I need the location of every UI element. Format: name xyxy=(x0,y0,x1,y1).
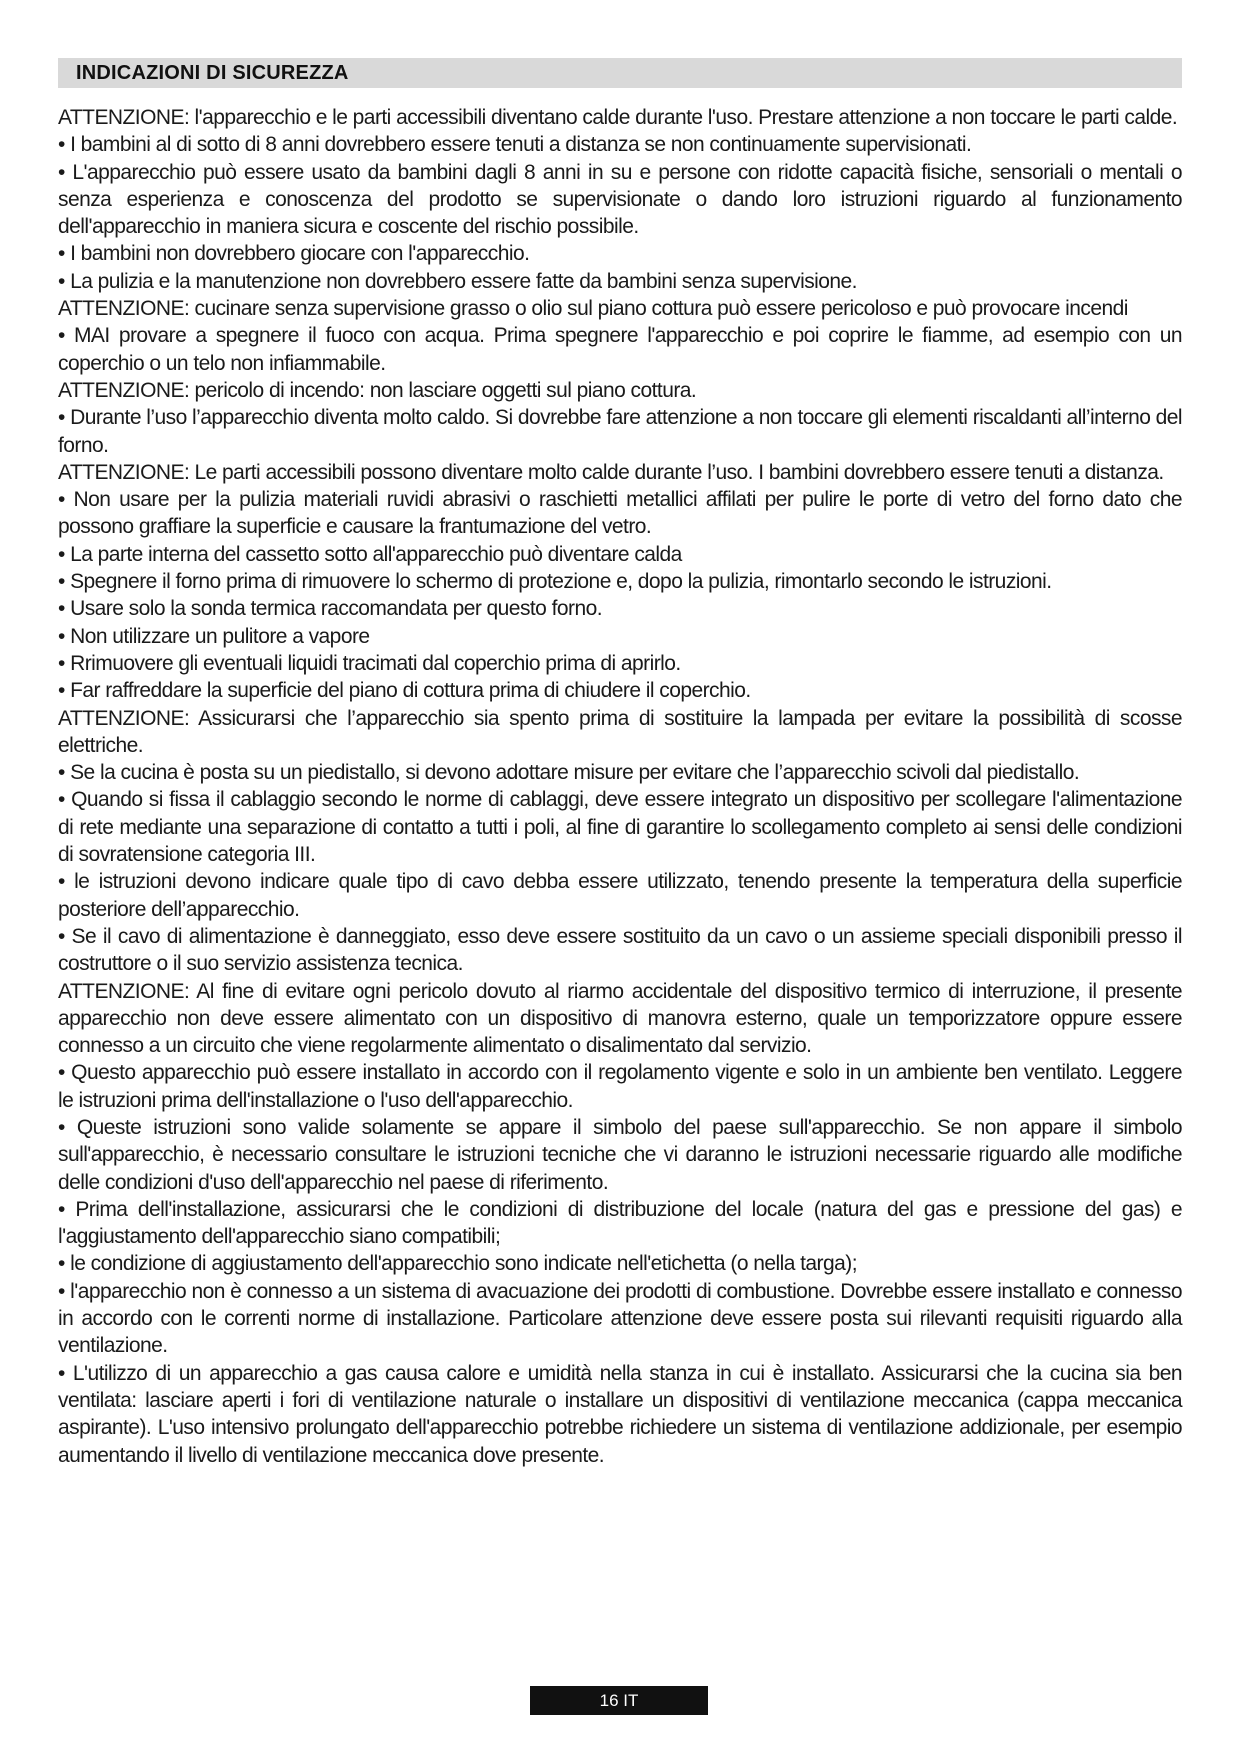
paragraph: • Prima dell'installazione, assicurarsi che le condizioni di distribuzione del locale (natura del gas e pressione del gas) e l'aggiustamento dell'apparecchio siano compatibili; xyxy=(58,1197,1182,1249)
paragraph: • Usare solo la sonda termica raccomandata per questo forno. xyxy=(58,597,602,621)
paragraph: • L'apparecchio può essere usato da bambini dagli 8 anni in su e persone con ridotte capacità fisiche, sensoriali o mentali o senza esperienza e conoscenza del prodotto se supervisionate o dando loro istruzioni riguardo al funzionamento dell'apparecchio in maniera sicura e coscente del rischio possibile. xyxy=(58,160,1182,239)
paragraph: • Se il cavo di alimentazione è danneggiato, esso deve essere sostituito da un cavo o un assieme speciali disponibili presso il costruttore o il suo servizio assistenza tecnica. xyxy=(58,924,1182,976)
paragraph: ATTENZIONE: pericolo di incendo: non lasciare oggetti sul piano cottura. xyxy=(58,378,697,402)
paragraph: • Non usare per la pulizia materiali ruvidi abrasivi o raschietti metallici affilati per pulire le porte di vetro del forno dato che possono graffiare la superficie e causare la frantumazione del vetro. xyxy=(58,488,1182,539)
safety-instructions-body xyxy=(58,104,1182,1469)
page-number: 16 IT xyxy=(530,1686,708,1715)
paragraph: • Non utilizzare un pulitore a vapore xyxy=(58,624,370,648)
paragraph: • I bambini al di sotto di 8 anni dovrebbero essere tenuti a distanza se non continuamente supervisionati. xyxy=(58,133,972,157)
paragraph: • La parte interna del cassetto sotto all'apparecchio può diventare calda xyxy=(58,542,682,566)
paragraph: • L'utilizzo di un apparecchio a gas causa calore e umidità nella stanza in cui è installato. Assicurarsi che la cucina sia ben ventilata: lasciare aperti i fori di ventilazione naturale o installare un dispositivi di ventilazione meccanica (cappa meccanica aspirante). L'uso intensivo prolungato dell'apparecchio potrebbe richiedere un sistema di ventilazione addizionale, per esempio aumentando il livello di ventilazione meccanica dove presente. xyxy=(58,1361,1182,1467)
paragraph: • MAI provare a spegnere il fuoco con acqua. Prima spegnere l'apparecchio e poi coprire le fiamme, ad esempio con un coperchio o un telo non infiammabile. xyxy=(58,324,1182,375)
paragraph: • Rrimuovere gli eventuali liquidi tracimati dal coperchio prima di aprirlo. xyxy=(58,651,681,675)
paragraph: ATTENZIONE: Al fine di evitare ogni pericolo dovuto al riarmo accidentale del dispositivo termico di interruzione, il presente apparecchio non deve essere alimentato con un dispositivo di manovra esterno, quale un temporizzatore oppure essere connesso a un circuito che viene regolarmente alimentato o disalimentato dal servizio. xyxy=(58,979,1182,1058)
paragraph: • Durante l’uso l’apparecchio diventa molto caldo. Si dovrebbe fare attenzione a non toccare gli elementi riscaldanti all’interno del forno. xyxy=(58,406,1182,457)
section-header-bar xyxy=(58,58,1182,88)
paragraph: ATTENZIONE: Le parti accessibili possono diventare molto calde durante l’uso. I bambini dovrebbero essere tenuti a distanza. xyxy=(58,460,1164,484)
paragraph: • Questo apparecchio può essere installato in accordo con il regolamento vigente e solo in un ambiente ben ventilato. Leggere le istruzioni prima dell'installazione o l'uso dell'apparecchio. xyxy=(58,1061,1182,1112)
paragraph: • Far raffreddare la superficie del piano di cottura prima di chiudere il coperchio. xyxy=(58,679,751,703)
paragraph: ATTENZIONE: l'apparecchio e le parti accessibili diventano calde durante l'uso. Prestare attenzione a non toccare le parti calde. xyxy=(58,106,1178,129)
paragraph: • le condizione di aggiustamento dell'apparecchio sono indicate nell'etichetta (o nella targa); xyxy=(58,1252,857,1276)
paragraph: ATTENZIONE: cucinare senza supervisione grasso o olio sul piano cottura può essere pericoloso e può provocare incendi xyxy=(58,297,1128,321)
paragraph: • le istruzioni devono indicare quale tipo di cavo debba essere utilizzato, tenendo presente la temperatura della superficie posteriore dell’apparecchio. xyxy=(58,870,1182,921)
paragraph: • Spegnere il forno prima di rimuovere lo schermo di protezione e, dopo la pulizia, rimontarlo secondo le istruzioni. xyxy=(58,570,1052,594)
paragraph: • La pulizia e la manutenzione non dovrebbero essere fatte da bambini senza supervisione. xyxy=(58,269,857,293)
paragraph: • I bambini non dovrebbero giocare con l'apparecchio. xyxy=(58,242,530,266)
paragraph: ATTENZIONE: Assicurarsi che l’apparecchio sia spento prima di sostituire la lampada per evitare la possibilità di scosse elettriche. xyxy=(58,706,1182,757)
paragraph: • l'apparecchio non è connesso a un sistema di avacuazione dei prodotti di combustione. Dovrebbe essere installato e connesso in accordo con le correnti norme di installazione. Particolare attenzione deve essere posta sui rilevanti requisiti riguardo alla ventilazione. xyxy=(58,1279,1182,1358)
paragraph: • Quando si fissa il cablaggio secondo le norme di cablaggi, deve essere integrato un dispositivo per scollegare l'alimentazione di rete mediante una separazione di contatto a tutti i poli, al fine di garantire lo scollegamento completo ai sensi delle condizioni di sovratensione categoria III. xyxy=(58,788,1182,867)
paragraph: • Queste istruzioni sono valide solamente se appare il simbolo del paese sull'apparecchio. Se non appare il simbolo sull'apparecchio, è necessario consultare le istruzioni tecniche che vi daranno le istruzioni necessarie riguardo alle modifiche delle condizioni d'uso dell'apparecchio nel paese di riferimento. xyxy=(58,1115,1182,1194)
section-title: INDICAZIONI DI SICUREZZA xyxy=(76,62,349,84)
paragraph: • Se la cucina è posta su un piedistallo, si devono adottare misure per evitare che l’apparecchio scivoli dal piedistallo. xyxy=(58,761,1080,785)
